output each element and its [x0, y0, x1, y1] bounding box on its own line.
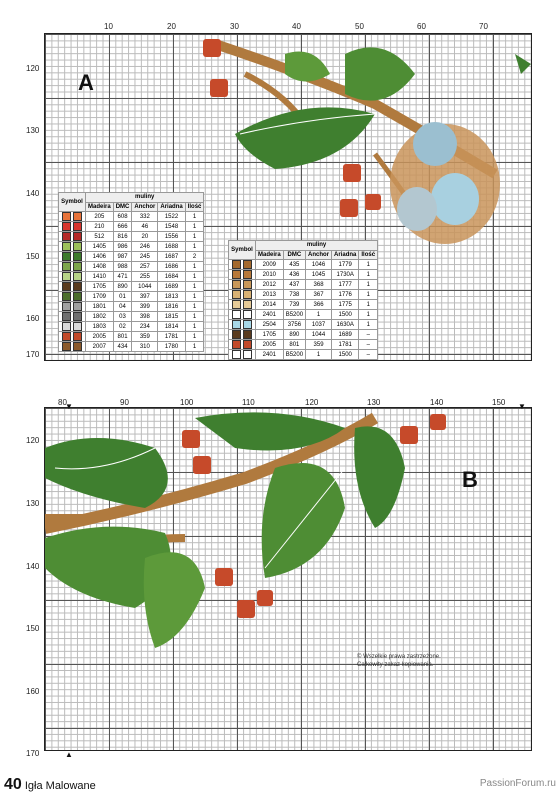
- key-cell-qty: 1: [185, 262, 204, 272]
- key-cell-qty: 1: [185, 342, 204, 352]
- key-row: [59, 252, 204, 262]
- symbol-swatch-cell: [229, 280, 256, 290]
- key-cell-qty: 1: [185, 222, 204, 232]
- key-row: [59, 322, 204, 332]
- symbol-swatch-icon: [62, 232, 71, 241]
- key-cell-ariadna: 1630A: [332, 320, 359, 330]
- key-cell-madeira: 2013: [256, 290, 284, 300]
- chart-a-xtick: 40: [292, 22, 301, 31]
- page-footer: [4, 776, 96, 794]
- symbol-swatch-icon: [62, 212, 71, 221]
- key-cell-anchor: 255: [132, 272, 158, 282]
- key-cell-dmc: 739: [283, 300, 305, 310]
- symbol-swatch-icon: [232, 330, 241, 339]
- key-cell-dmc: 04: [113, 302, 132, 312]
- key-cell-qty: 1: [185, 242, 204, 252]
- symbol-swatch-icon: [62, 272, 71, 281]
- key-cell-dmc: 987: [113, 252, 132, 262]
- key-cell-ariadna: 1686: [158, 262, 185, 272]
- symbol-swatch-icon: [73, 282, 82, 291]
- key-cell-madeira: 1405: [86, 242, 114, 252]
- key-cell-dmc: 801: [283, 340, 305, 350]
- chart-a-xtick: 20: [167, 22, 176, 31]
- key-cell-madeira: 2401: [256, 310, 284, 320]
- key-cell-qty: 1: [185, 292, 204, 302]
- chart-a-ytick: 120: [26, 64, 40, 73]
- symbol-swatch-icon: [62, 242, 71, 251]
- key-cell-anchor: 1044: [132, 282, 158, 292]
- key-cell-dmc: B5200: [283, 310, 305, 320]
- symbol-swatch-cell: [229, 340, 256, 350]
- key-cell-madeira: 1705: [86, 282, 114, 292]
- key-cell-dmc: 890: [283, 330, 305, 340]
- col-qty: Ilość: [359, 250, 378, 260]
- col-symbol: Symbol: [59, 193, 86, 212]
- symbol-swatch-icon: [62, 262, 71, 271]
- symbol-swatch-cell: [229, 260, 256, 270]
- key-cell-madeira: 210: [86, 222, 114, 232]
- key-row: [229, 320, 378, 330]
- chart-b-xtick: 110: [242, 398, 255, 407]
- key-cell-ariadna: 1500: [332, 350, 359, 360]
- group-header: muliny: [86, 193, 204, 203]
- chart-a-ytick: 130: [26, 126, 40, 135]
- key-cell-ariadna: 1779: [332, 260, 359, 270]
- key-row: [59, 292, 204, 302]
- symbol-swatch-icon: [243, 350, 252, 359]
- symbol-swatch-icon: [243, 300, 252, 309]
- chart-b-ytick: 120: [26, 436, 40, 445]
- key-row: [229, 290, 378, 300]
- key-cell-ariadna: 1775: [332, 300, 359, 310]
- symbol-swatch-icon: [73, 222, 82, 231]
- symbol-swatch-icon: [62, 222, 71, 231]
- symbol-swatch-cell: [59, 252, 86, 262]
- symbol-swatch-icon: [232, 280, 241, 289]
- chart-a-xtick: 10: [104, 22, 113, 31]
- key-cell-qty: 1: [185, 272, 204, 282]
- key-cell-qty: 1: [359, 260, 378, 270]
- symbol-swatch-icon: [73, 242, 82, 251]
- chart-b-xtick: 150: [492, 398, 506, 407]
- key-cell-anchor: 1: [306, 310, 332, 320]
- symbol-swatch-icon: [232, 350, 241, 359]
- key-row: [59, 312, 204, 322]
- key-cell-ariadna: 1500: [332, 310, 359, 320]
- symbol-swatch-icon: [232, 310, 241, 319]
- symbol-swatch-cell: [59, 312, 86, 322]
- symbol-swatch-icon: [232, 270, 241, 279]
- symbol-swatch-icon: [243, 320, 252, 329]
- key-cell-madeira: 1408: [86, 262, 114, 272]
- key-cell-madeira: 2005: [256, 340, 284, 350]
- key-cell-madeira: 1709: [86, 292, 114, 302]
- key-cell-anchor: 368: [306, 280, 332, 290]
- center-arrow-right-icon: ▼: [518, 402, 526, 411]
- key-row: [59, 262, 204, 272]
- col-anchor: Anchor: [306, 250, 332, 260]
- copyright-notice: [357, 654, 441, 670]
- symbol-swatch-icon: [62, 322, 71, 331]
- key-cell-anchor: 310: [132, 342, 158, 352]
- key-cell-dmc: 02: [113, 322, 132, 332]
- key-cell-madeira: 2012: [256, 280, 284, 290]
- key-cell-ariadna: 1556: [158, 232, 185, 242]
- symbol-swatch-cell: [59, 262, 86, 272]
- symbol-swatch-cell: [59, 282, 86, 292]
- symbol-swatch-icon: [232, 320, 241, 329]
- key-cell-dmc: 03: [113, 312, 132, 322]
- symbol-swatch-icon: [232, 340, 241, 349]
- key-cell-qty: 1: [359, 300, 378, 310]
- chart-a-xtick: 30: [230, 22, 239, 31]
- chart-b-xtick: 80: [58, 398, 67, 407]
- copyright-line1: © Wszelkie prawa zastrzeżone.: [357, 654, 441, 660]
- key-cell-dmc: 890: [113, 282, 132, 292]
- key-cell-ariadna: 1548: [158, 222, 185, 232]
- key-cell-madeira: 1803: [86, 322, 114, 332]
- key-cell-dmc: 3756: [283, 320, 305, 330]
- key-row: [59, 332, 204, 342]
- key-row: [229, 340, 378, 350]
- key-row: [229, 260, 378, 270]
- col-ariadna: Ariadna: [158, 202, 185, 212]
- symbol-swatch-icon: [243, 290, 252, 299]
- chart-a-xtick: 50: [355, 22, 364, 31]
- key-row: [59, 342, 204, 352]
- symbol-swatch-icon: [243, 340, 252, 349]
- key-cell-dmc: 988: [113, 262, 132, 272]
- key-cell-qty: 1: [185, 332, 204, 342]
- key-cell-anchor: 246: [132, 242, 158, 252]
- symbol-swatch-icon: [243, 280, 252, 289]
- key-cell-anchor: 1: [306, 350, 332, 360]
- key-cell-anchor: 367: [306, 290, 332, 300]
- key-cell-anchor: 399: [132, 302, 158, 312]
- key-cell-dmc: 986: [113, 242, 132, 252]
- symbol-swatch-icon: [62, 252, 71, 261]
- key-cell-qty: 1: [185, 322, 204, 332]
- symbol-swatch-icon: [62, 332, 71, 341]
- symbol-swatch-icon: [73, 252, 82, 261]
- key-cell-qty: 1: [185, 302, 204, 312]
- symbol-swatch-icon: [243, 310, 252, 319]
- key-cell-qty: 1: [359, 270, 378, 280]
- col-ariadna: Ariadna: [332, 250, 359, 260]
- chart-a-xtick: 70: [479, 22, 488, 31]
- group-header: muliny: [256, 241, 378, 251]
- key-cell-qty: –: [359, 350, 378, 360]
- symbol-swatch-icon: [73, 292, 82, 301]
- key-row: [229, 350, 378, 360]
- key-cell-madeira: 1406: [86, 252, 114, 262]
- symbol-swatch-cell: [229, 330, 256, 340]
- key-cell-anchor: 359: [132, 332, 158, 342]
- symbol-swatch-icon: [232, 260, 241, 269]
- key-row: [59, 242, 204, 252]
- key-cell-ariadna: 1814: [158, 322, 185, 332]
- col-symbol: Symbol: [229, 241, 256, 260]
- key-cell-ariadna: 1776: [332, 290, 359, 300]
- symbol-swatch-icon: [62, 302, 71, 311]
- symbol-swatch-cell: [59, 212, 86, 222]
- key-cell-qty: 1: [185, 212, 204, 222]
- key-cell-ariadna: 1684: [158, 272, 185, 282]
- key-cell-ariadna: 1816: [158, 302, 185, 312]
- thread-key-table-right: [228, 240, 378, 360]
- symbol-swatch-cell: [59, 322, 86, 332]
- key-cell-dmc: 434: [113, 342, 132, 352]
- key-row: [229, 310, 378, 320]
- symbol-swatch-icon: [73, 332, 82, 341]
- copyright-line2: Całkowity zakaz kopiowania.: [357, 661, 434, 668]
- chart-b-ytick: 130: [26, 499, 40, 508]
- page-number: 40: [4, 776, 22, 793]
- key-row: [229, 280, 378, 290]
- symbol-swatch-icon: [73, 322, 82, 331]
- key-cell-dmc: 666: [113, 222, 132, 232]
- col-madeira: Madeira: [86, 202, 114, 212]
- key-cell-anchor: 1037: [306, 320, 332, 330]
- symbol-swatch-icon: [73, 312, 82, 321]
- symbol-swatch-icon: [73, 272, 82, 281]
- key-cell-qty: 1: [185, 232, 204, 242]
- symbol-swatch-cell: [229, 320, 256, 330]
- key-cell-anchor: 359: [306, 340, 332, 350]
- chart-b-xtick: 90: [120, 398, 129, 407]
- key-cell-ariadna: 1815: [158, 312, 185, 322]
- key-cell-ariadna: 1777: [332, 280, 359, 290]
- key-cell-dmc: 738: [283, 290, 305, 300]
- key-cell-qty: 1: [185, 312, 204, 322]
- key-row: [229, 270, 378, 280]
- col-anchor: Anchor: [132, 202, 158, 212]
- symbol-swatch-cell: [229, 270, 256, 280]
- key-cell-qty: 1: [359, 290, 378, 300]
- key-cell-ariadna: 1781: [158, 332, 185, 342]
- key-cell-madeira: 1410: [86, 272, 114, 282]
- key-cell-anchor: 1045: [306, 270, 332, 280]
- symbol-swatch-icon: [243, 260, 252, 269]
- key-cell-madeira: 1801: [86, 302, 114, 312]
- key-cell-madeira: 1802: [86, 312, 114, 322]
- key-cell-madeira: 2401: [256, 350, 284, 360]
- chart-b-ytick: 150: [26, 624, 40, 633]
- key-cell-qty: –: [359, 330, 378, 340]
- key-cell-dmc: 816: [113, 232, 132, 242]
- symbol-swatch-icon: [232, 290, 241, 299]
- key-cell-madeira: 1705: [256, 330, 284, 340]
- chart-a-ytick: 140: [26, 189, 40, 198]
- key-cell-ariadna: 1780: [158, 342, 185, 352]
- chart-b-ytick: 140: [26, 562, 40, 571]
- symbol-swatch-cell: [59, 332, 86, 342]
- symbol-swatch-cell: [229, 350, 256, 360]
- key-cell-dmc: 608: [113, 212, 132, 222]
- col-madeira: Madeira: [256, 250, 284, 260]
- magazine-title: Igła Malowane: [24, 780, 96, 792]
- symbol-swatch-icon: [73, 302, 82, 311]
- key-cell-ariadna: 1689: [158, 282, 185, 292]
- symbol-swatch-icon: [62, 282, 71, 291]
- symbol-swatch-icon: [243, 330, 252, 339]
- key-row: [229, 330, 378, 340]
- key-cell-ariadna: 1689: [332, 330, 359, 340]
- key-cell-anchor: 257: [132, 262, 158, 272]
- key-row: [59, 232, 204, 242]
- key-cell-madeira: 2005: [86, 332, 114, 342]
- symbol-swatch-icon: [73, 212, 82, 221]
- symbol-swatch-cell: [59, 342, 86, 352]
- center-arrow-top-icon: ▼: [65, 402, 73, 411]
- key-cell-ariadna: 1522: [158, 212, 185, 222]
- key-cell-ariadna: 1781: [332, 340, 359, 350]
- key-cell-anchor: 397: [132, 292, 158, 302]
- key-row: [229, 300, 378, 310]
- chart-b-xtick: 130: [367, 398, 381, 407]
- chart-b-label: B: [462, 467, 478, 492]
- chart-b-ytick: 160: [26, 687, 40, 696]
- key-cell-anchor: 20: [132, 232, 158, 242]
- chart-a-ytick: 170: [26, 350, 40, 359]
- symbol-swatch-cell: [229, 290, 256, 300]
- col-qty: Ilość: [185, 202, 204, 212]
- key-cell-ariadna: 1813: [158, 292, 185, 302]
- col-dmc: DMC: [283, 250, 305, 260]
- key-cell-dmc: 436: [283, 270, 305, 280]
- key-cell-anchor: 234: [132, 322, 158, 332]
- chart-b-pattern: [45, 408, 531, 750]
- col-dmc: DMC: [113, 202, 132, 212]
- key-cell-qty: 2: [185, 252, 204, 262]
- key-cell-madeira: 2504: [256, 320, 284, 330]
- chart-b-grid: [44, 407, 532, 751]
- symbol-swatch-cell: [59, 242, 86, 252]
- chart-b-xtick: 140: [430, 398, 444, 407]
- symbol-swatch-cell: [59, 222, 86, 232]
- key-cell-anchor: 245: [132, 252, 158, 262]
- key-cell-dmc: 437: [283, 280, 305, 290]
- symbol-swatch-cell: [59, 292, 86, 302]
- symbol-swatch-cell: [59, 302, 86, 312]
- chart-a-label: A: [78, 70, 94, 95]
- thread-key-table-left: [58, 192, 204, 352]
- key-cell-ariadna: 1730A: [332, 270, 359, 280]
- symbol-swatch-icon: [62, 312, 71, 321]
- key-cell-madeira: 2010: [256, 270, 284, 280]
- key-cell-anchor: 46: [132, 222, 158, 232]
- chart-b-xtick: 120: [305, 398, 319, 407]
- key-cell-madeira: 2014: [256, 300, 284, 310]
- key-cell-dmc: 01: [113, 292, 132, 302]
- key-row: [59, 272, 204, 282]
- key-cell-madeira: 512: [86, 232, 114, 242]
- symbol-swatch-icon: [62, 342, 71, 351]
- key-cell-qty: 1: [359, 310, 378, 320]
- chart-b-xtick: 100: [180, 398, 194, 407]
- chart-a-ytick: 160: [26, 314, 40, 323]
- key-row: [59, 212, 204, 222]
- key-cell-qty: 1: [185, 282, 204, 292]
- key-cell-dmc: 471: [113, 272, 132, 282]
- symbol-swatch-icon: [62, 292, 71, 301]
- key-cell-qty: 1: [359, 280, 378, 290]
- key-cell-madeira: 2007: [86, 342, 114, 352]
- symbol-swatch-cell: [229, 310, 256, 320]
- key-cell-anchor: 1046: [306, 260, 332, 270]
- key-cell-dmc: B5200: [283, 350, 305, 360]
- key-cell-anchor: 1044: [306, 330, 332, 340]
- key-cell-madeira: 205: [86, 212, 114, 222]
- key-cell-anchor: 366: [306, 300, 332, 310]
- key-row: [59, 282, 204, 292]
- key-cell-dmc: 801: [113, 332, 132, 342]
- key-cell-madeira: 2009: [256, 260, 284, 270]
- watermark: PassionForum.ru: [479, 778, 556, 789]
- key-cell-anchor: 332: [132, 212, 158, 222]
- symbol-swatch-icon: [232, 300, 241, 309]
- symbol-swatch-icon: [73, 262, 82, 271]
- symbol-swatch-cell: [59, 272, 86, 282]
- chart-a-xtick: 60: [417, 22, 426, 31]
- symbol-swatch-cell: [59, 232, 86, 242]
- symbol-swatch-icon: [243, 270, 252, 279]
- chart-b-ytick: 170: [26, 749, 40, 758]
- symbol-swatch-icon: [73, 342, 82, 351]
- key-row: [59, 302, 204, 312]
- chart-a-ytick: 150: [26, 252, 40, 261]
- key-cell-qty: –: [359, 340, 378, 350]
- key-cell-ariadna: 1688: [158, 242, 185, 252]
- key-cell-dmc: 435: [283, 260, 305, 270]
- symbol-swatch-cell: [229, 300, 256, 310]
- center-arrow-bottom-icon: ▲: [65, 750, 73, 759]
- key-row: [59, 222, 204, 232]
- key-cell-qty: 1: [359, 320, 378, 330]
- key-cell-ariadna: 1687: [158, 252, 185, 262]
- symbol-swatch-icon: [73, 232, 82, 241]
- key-cell-anchor: 398: [132, 312, 158, 322]
